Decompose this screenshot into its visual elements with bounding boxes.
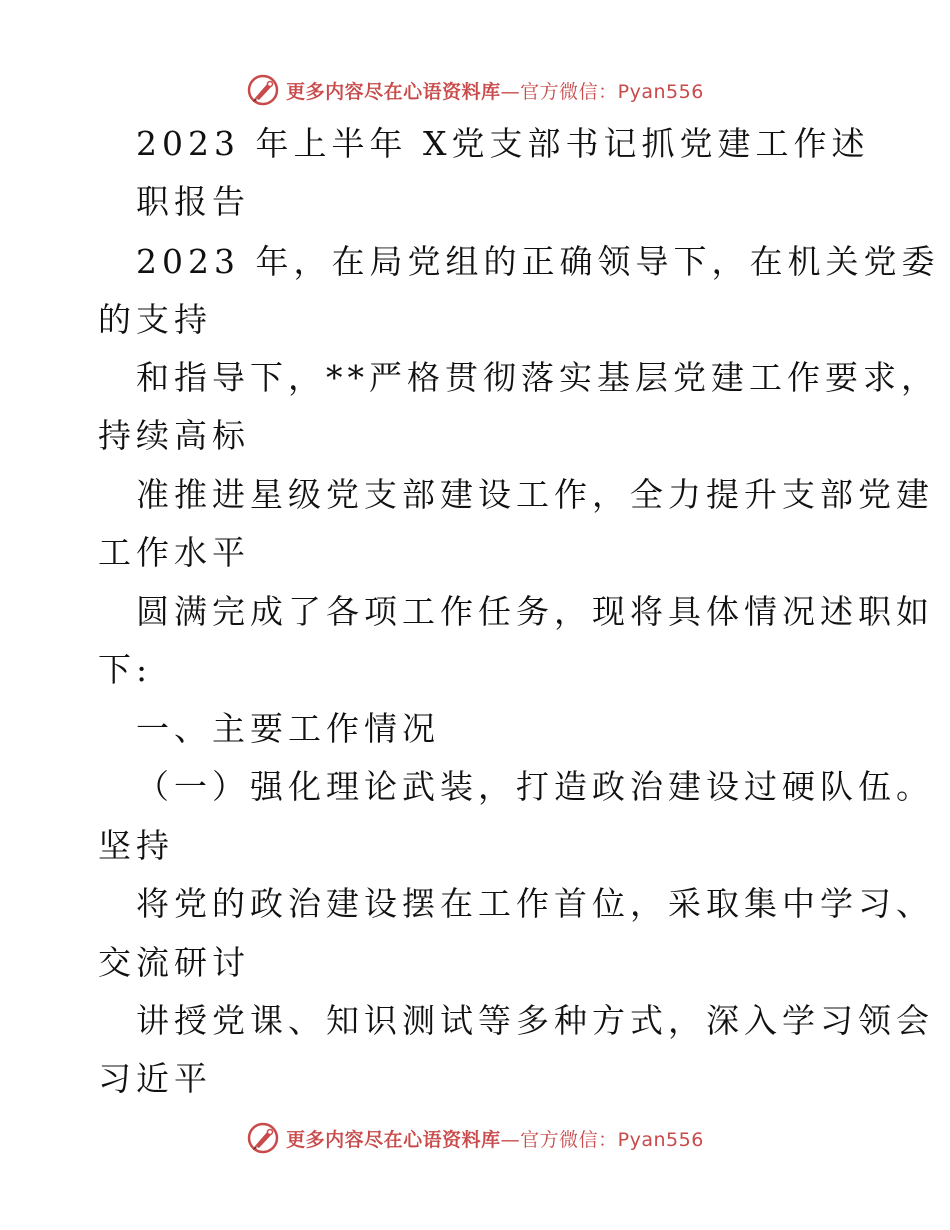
doc-title-line-1: 2023 年上半年 X党支部书记抓党建工作述	[136, 124, 870, 163]
footer-watermark	[0, 1118, 950, 1158]
section-heading: 一、主要工作情况	[136, 709, 440, 748]
paragraph-line: 交流研讨	[98, 943, 250, 982]
paragraph-line: 将党的政治建设摆在工作首位，采取集中学习、	[136, 884, 934, 923]
watermark-text: 更多内容尽在心语资料库—官方微信：Pyan556	[286, 1128, 704, 1151]
doc-title-line-2: 职报告	[136, 182, 250, 221]
watermark-text: 更多内容尽在心语资料库—官方微信：Pyan556	[286, 80, 704, 103]
paragraph-line: 讲授党课、知识测试等多种方式，深入学习领会	[136, 1001, 934, 1040]
paragraph-line: 圆满完成了各项工作任务，现将具体情况述职如	[136, 592, 934, 631]
paragraph-line: 持续高标	[98, 416, 250, 455]
paragraph-line: 工作水平	[98, 533, 250, 572]
paragraph-line: 2023 年，在局党组的正确领导下，在机关党委	[136, 242, 940, 281]
paragraph-line: 习近平	[98, 1059, 212, 1098]
header-watermark	[0, 70, 950, 110]
pen-logo-icon	[246, 73, 280, 107]
paragraph-line: 和指导下，**严格贯彻落实基层党建工作要求，	[136, 358, 939, 397]
subsection-heading: （一）强化理论武装，打造政治建设过硬队伍。	[136, 767, 934, 806]
paragraph-line: 的支持	[98, 300, 212, 339]
paragraph-line: 准推进星级党支部建设工作，全力提升支部党建	[136, 475, 934, 514]
paragraph-line: 坚持	[98, 826, 174, 865]
pen-logo-icon	[246, 1121, 280, 1155]
paragraph-line: 下:	[98, 650, 153, 689]
